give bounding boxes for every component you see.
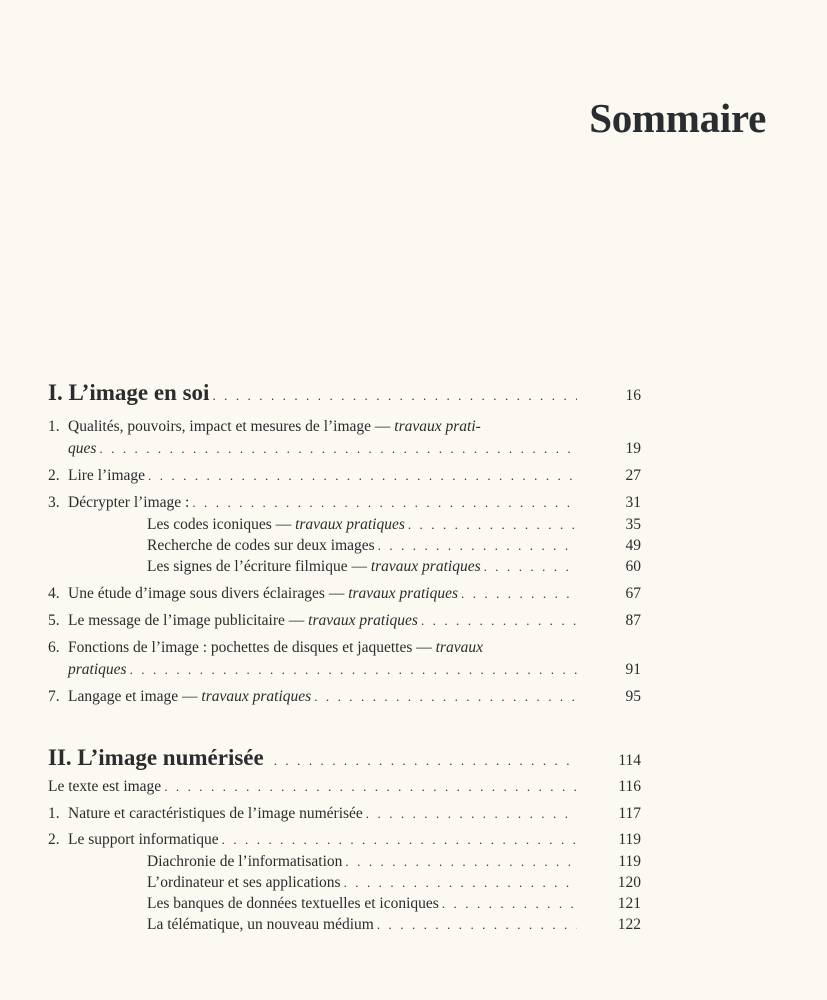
leader-dots <box>378 535 577 557</box>
toc-entry-continuation[interactable] <box>48 659 641 681</box>
entry-number: 7. <box>48 688 60 705</box>
page-number: 60 <box>625 558 641 575</box>
page-number: 27 <box>625 467 641 484</box>
toc-subentry[interactable] <box>48 851 641 873</box>
leader-dots <box>366 803 577 825</box>
entry-text: 3. Décrypter l’image : <box>48 492 189 514</box>
toc-entry[interactable] <box>48 637 641 659</box>
toc-subentry[interactable] <box>48 914 641 936</box>
page-number: 49 <box>625 537 641 554</box>
toc-entry[interactable] <box>48 492 641 514</box>
toc-entry[interactable] <box>48 686 641 708</box>
entry-text: 2. Le support informatique <box>48 829 219 851</box>
page-number: 19 <box>625 440 641 457</box>
leader-dots <box>377 914 577 936</box>
leader-dots <box>314 686 577 708</box>
entry-text: Les banques de données textuelles et iconiques <box>147 895 439 912</box>
leader-dots <box>442 893 577 915</box>
leader-dots <box>274 746 577 776</box>
toc-subentry[interactable] <box>48 893 641 915</box>
leader-dots <box>484 556 577 578</box>
toc-subentry[interactable] <box>48 514 641 536</box>
entry-number: 2. <box>48 831 60 848</box>
page-number: 31 <box>625 494 641 511</box>
entry-text: 2. Lire l’image <box>48 465 145 487</box>
entry-text: Diachronie de l’informatisation <box>147 853 343 870</box>
entry-number: 5. <box>48 612 60 629</box>
leader-dots <box>99 438 577 460</box>
entry-text: Les signes de l’écriture filmique — travaux pratiques <box>147 558 481 575</box>
toc-entry[interactable] <box>48 465 641 487</box>
entry-text <box>48 438 96 460</box>
leader-dots <box>222 829 577 851</box>
entry-text: Fonctions de l’image : pochettes de disques et jaquettes — <box>68 639 436 656</box>
toc-entry[interactable] <box>48 776 641 798</box>
page-number: 87 <box>625 612 641 629</box>
toc-subentry[interactable] <box>48 535 641 557</box>
entry-italic: ques <box>68 440 97 457</box>
leader-dots <box>192 492 577 514</box>
entry-text: Le texte est image <box>48 778 162 795</box>
entry-text: 7. Langage et image — travaux pratiques <box>48 686 311 708</box>
page-number: 117 <box>618 805 641 822</box>
toc-subentry[interactable] <box>48 872 641 894</box>
leader-dots <box>164 776 577 798</box>
leader-dots <box>345 851 577 873</box>
entry-text: Les codes iconiques — travaux pratiques <box>147 516 405 533</box>
toc-entry[interactable] <box>48 583 641 605</box>
page-title: Sommaire <box>589 95 766 141</box>
leader-dots <box>344 872 577 894</box>
toc-entry[interactable] <box>48 610 641 632</box>
entry-number: 6. <box>48 639 60 656</box>
entry-number: 1. <box>48 805 60 822</box>
leader-dots <box>461 583 577 605</box>
toc-entry[interactable] <box>48 416 641 438</box>
entry-text: Recherche de codes sur deux images <box>147 537 375 554</box>
toc-entry-continuation[interactable] <box>48 438 641 460</box>
page-number: 122 <box>617 916 641 933</box>
entry-text: La télématique, un nouveau médium <box>147 916 374 933</box>
entry-text: Qualités, pouvoirs, impact et mesures de l’image — <box>68 418 395 435</box>
toc-entry[interactable] <box>48 803 641 825</box>
entry-text: L’ordinateur et ses applications <box>147 874 341 891</box>
toc-subentry[interactable] <box>48 556 641 578</box>
entry-text: 1. Nature et caractéristiques de l’image numérisée <box>48 803 363 825</box>
entry-number: 1. <box>48 418 60 435</box>
leader-dots <box>212 381 577 411</box>
leader-dots <box>421 610 577 632</box>
page-number: 121 <box>617 895 641 912</box>
page-number: 35 <box>625 516 641 533</box>
page-number: 91 <box>625 661 641 678</box>
page-number: 95 <box>625 688 641 705</box>
entry-italic: pratiques <box>68 661 127 678</box>
entry-text <box>48 659 127 681</box>
entry-text: 4. Une étude d’image sous divers éclairages — travaux pratiques <box>48 583 458 605</box>
entry-number: 3. <box>48 494 60 511</box>
page-number: 120 <box>617 874 641 891</box>
page-number: 16 <box>625 387 641 404</box>
page-number: 119 <box>618 853 641 870</box>
leader-dots <box>148 465 577 487</box>
page-number: 119 <box>618 831 641 848</box>
page-number: 116 <box>618 778 641 795</box>
part-heading-text: I. L’image en soi <box>48 380 210 405</box>
toc-part-heading[interactable] <box>48 378 641 408</box>
leader-dots <box>408 514 577 536</box>
toc-part-heading[interactable] <box>48 743 641 773</box>
entry-italic: travaux <box>435 639 483 656</box>
leader-dots <box>130 659 577 681</box>
entry-italic: travaux prati- <box>394 418 481 435</box>
part-heading-text: II. L’image numérisée <box>48 745 264 770</box>
entry-text: 5. Le message de l’image publicitaire — travaux pratiques <box>48 610 418 632</box>
entry-number: 2. <box>48 467 60 484</box>
page-number: 67 <box>625 585 641 602</box>
entry-number: 4. <box>48 585 60 602</box>
toc-entry[interactable] <box>48 829 641 851</box>
page-number: 114 <box>618 752 641 769</box>
